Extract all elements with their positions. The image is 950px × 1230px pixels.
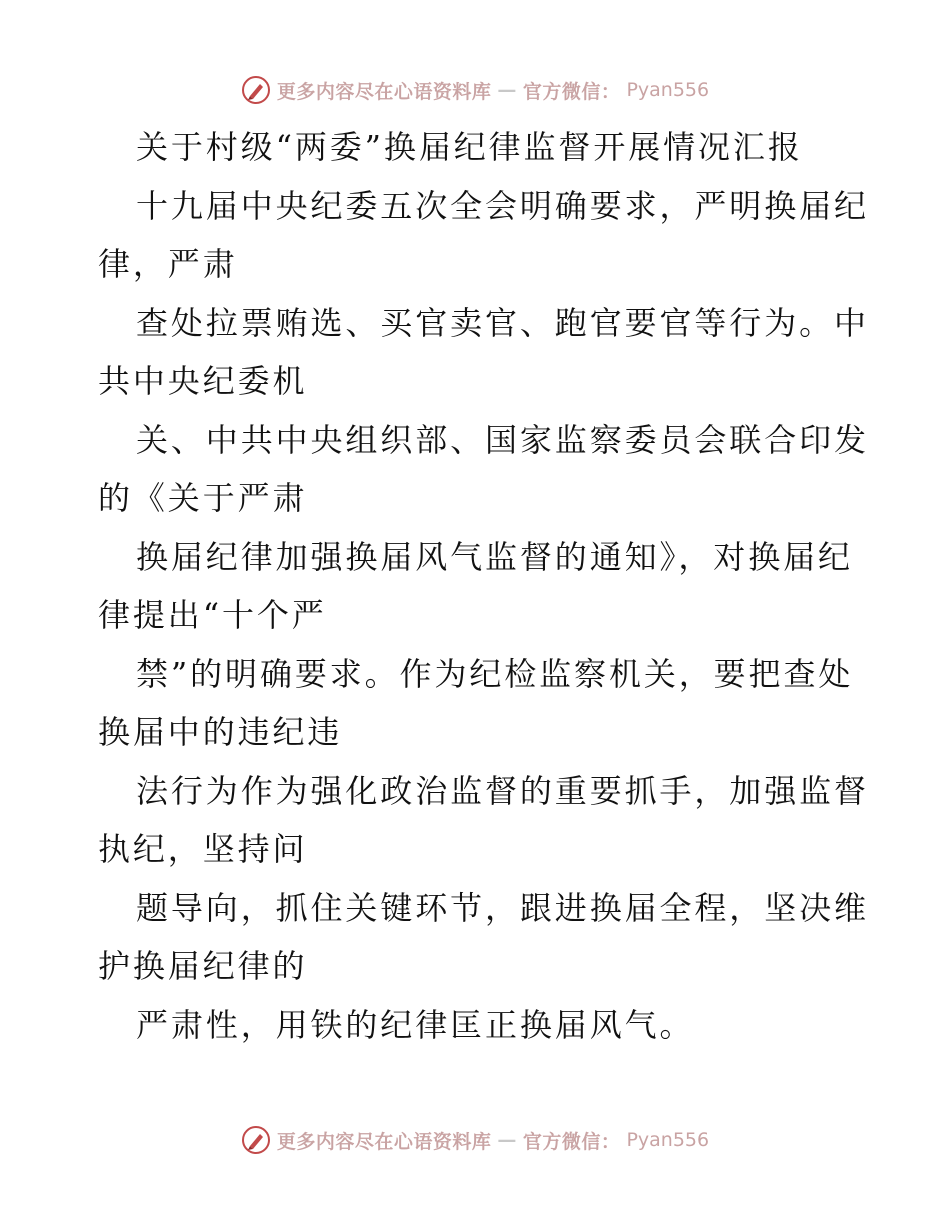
watermark-main-text: 更多内容尽在心语资料库 [276, 1130, 492, 1153]
watermark-official-label: 官方微信： [522, 80, 621, 103]
watermark-separator: — [497, 79, 517, 101]
paragraph-line: 的《关于严肃 [98, 479, 308, 517]
paragraph-line: 关、中共中央组织部、国家监察委员会联合印发 [136, 420, 869, 459]
paragraph-line: 严肃性，用铁的纪律匡正换届风气。 [136, 1005, 695, 1044]
paragraph-line: 律提出“十个严 [98, 596, 327, 634]
document-body [98, 118, 869, 1054]
paragraph-line: 换届纪律加强换届风气监督的通知》，对换届纪 [136, 537, 853, 576]
watermark-separator: — [497, 1129, 517, 1151]
pen-logo-icon [241, 1125, 271, 1155]
pen-logo-icon [241, 75, 271, 105]
paragraph-line: 执纪，坚持问 [98, 830, 308, 868]
paragraph-line: 换届中的违纪违 [98, 713, 343, 751]
header-watermark [0, 73, 950, 107]
paragraph-line: 法行为作为强化政治监督的重要抓手，加强监督 [136, 771, 869, 810]
paragraph-line: 十九届中央纪委五次全会明确要求，严明换届纪 [136, 186, 869, 225]
paragraph-line: 题导向，抓住关键环节，跟进换届全程，坚决维 [136, 888, 869, 927]
paragraph-line: 禁”的明确要求。作为纪检监察机关，要把查处 [136, 654, 854, 693]
paragraph-line: 律，严肃 [98, 245, 238, 283]
watermark-main-text: 更多内容尽在心语资料库 [276, 80, 492, 103]
paragraph-line: 护换届纪律的 [98, 947, 308, 985]
footer-watermark [0, 1123, 950, 1157]
watermark-id: Pyan556 [626, 79, 710, 101]
watermark-official-label: 官方微信： [522, 1130, 621, 1153]
paragraph-line: 共中央纪委机 [98, 362, 308, 400]
watermark-id: Pyan556 [626, 1129, 710, 1151]
document-title: 关于村级“两委”换届纪律监督开展情况汇报 [136, 128, 803, 166]
paragraph-line: 查处拉票贿选、买官卖官、跑官要官等行为。中 [136, 303, 869, 342]
